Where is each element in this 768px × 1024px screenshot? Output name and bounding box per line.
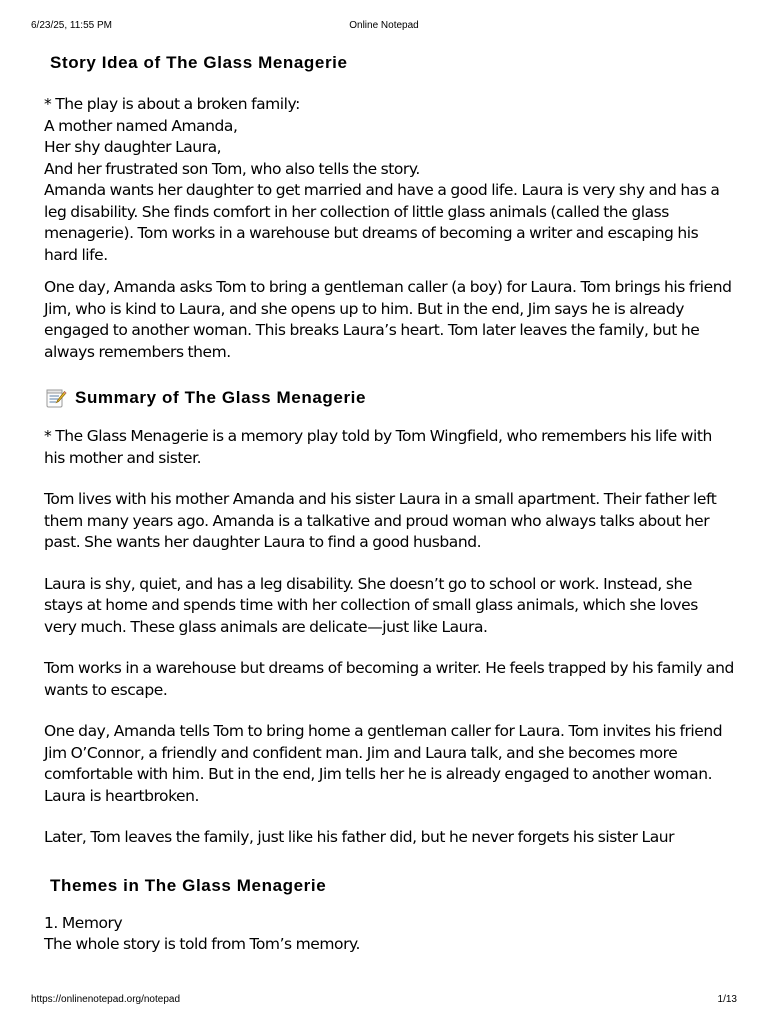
summary-paragraph: One day, Amanda tells Tom to bring home a gentleman caller for Laura. Tom invites his friend Jim O’Connor, a friendly and confident man. Jim and Laura talk, and she becomes more comfortable with him. But in the end, Jim tells her he is already engaged to another woman. Laura is heartbroken.: [44, 722, 723, 805]
summary-paragraph: Tom lives with his mother Amanda and his sister Laura in a small apartment. Their father left them many years ago. Amanda is a talkative and proud woman who always talks about her past. She wants her daughter Laura to find a good husband.: [44, 490, 717, 551]
summary-paragraph: Laura is shy, quiet, and has a leg disability. She doesn’t go to school or work. Instead, she stays at home and spends time with her collection of small glass animals, which she loves very much. These glass animals are delicate—just like Laura.: [44, 574, 698, 636]
print-timestamp: 6/23/25, 11:55 PM: [31, 20, 112, 31]
summary-heading: Summary of The Glass Menagerie: [75, 388, 367, 407]
story-paragraph: Amanda wants her daughter to get married and have a good life. Laura is very shy and has a leg disability. She finds comfort in her collection of little glass animals (called the glass menagerie). Tom works in a warehouse but dreams of becoming a writer and escaping his hard life.: [44, 181, 720, 264]
page-number: 1/13: [717, 994, 737, 1005]
story-line: A mother named Amanda,: [44, 116, 238, 135]
story-line: Her shy daughter Laura,: [44, 138, 222, 156]
themes-heading: Themes in The Glass Menagerie: [50, 875, 327, 895]
story-line: * The play is about a broken family:: [44, 95, 300, 113]
print-footer: [31, 993, 737, 1007]
notepad-content: [44, 52, 734, 956]
theme-item-title: 1. Memory: [44, 913, 123, 932]
print-url: https://onlinenotepad.org/notepad: [31, 994, 181, 1005]
story-paragraph: One day, Amanda asks Tom to bring a gentleman caller (a boy) for Laura. Tom brings his friend Jim, who is kind to Laura, and she opens up to him. But in the end, Jim says he is already engaged to another woman. This breaks Laura’s heart. Tom later leaves the family, but he always remembers them.: [44, 278, 732, 361]
theme-item-text: The whole story is told from Tom’s memory.: [44, 935, 360, 953]
memo-icon: [45, 387, 67, 409]
summary-heading-row: [45, 387, 734, 409]
summary-paragraph: Later, Tom leaves the family, just like his father did, but he never forgets his sister Laur: [44, 828, 675, 846]
summary-paragraph: Tom works in a warehouse but dreams of becoming a writer. He feels trapped by his family and wants to escape.: [44, 659, 734, 699]
print-title: Online Notepad: [349, 20, 419, 31]
story-line: And her frustrated son Tom, who also tells the story.: [44, 159, 420, 178]
summary-paragraph: * The Glass Menagerie is a memory play told by Tom Wingfield, who remembers his life with his mother and sister.: [44, 427, 712, 467]
story-heading: Story Idea of The Glass Menagerie: [50, 53, 348, 72]
print-header: [31, 19, 737, 33]
